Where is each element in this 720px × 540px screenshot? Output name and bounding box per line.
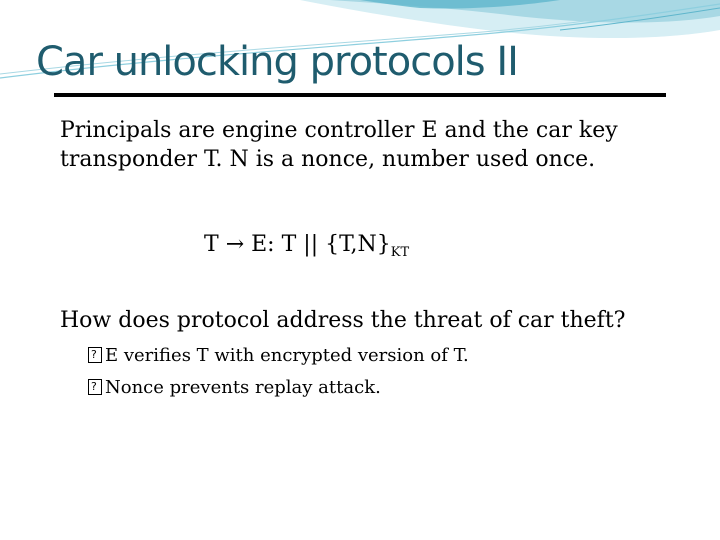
formula-body: T || {T,N} bbox=[281, 232, 391, 257]
question-text: How does protocol address the threat of car theft? bbox=[60, 308, 626, 333]
missing-glyph-bullet-icon bbox=[88, 347, 102, 363]
list-item bbox=[88, 372, 469, 404]
answer-text: E verifies T with encrypted version of T. bbox=[105, 345, 469, 366]
intro-text: Principals are engine controller E and the car key transponder T. N is a nonce, number used once. bbox=[60, 118, 618, 172]
formula-key-subscript: KT bbox=[390, 245, 410, 260]
answer-text: Nonce prevents replay attack. bbox=[105, 377, 381, 398]
slide-title: Car unlocking protocols II bbox=[36, 39, 518, 85]
list-item bbox=[88, 340, 469, 372]
arrow-icon: → bbox=[225, 232, 245, 257]
protocol-formula bbox=[204, 230, 409, 268]
title-underline bbox=[54, 93, 666, 97]
answer-list bbox=[88, 340, 469, 404]
missing-glyph-bullet-icon bbox=[88, 379, 102, 395]
formula-sender: T bbox=[204, 232, 219, 257]
formula-receiver: E: bbox=[251, 232, 275, 257]
